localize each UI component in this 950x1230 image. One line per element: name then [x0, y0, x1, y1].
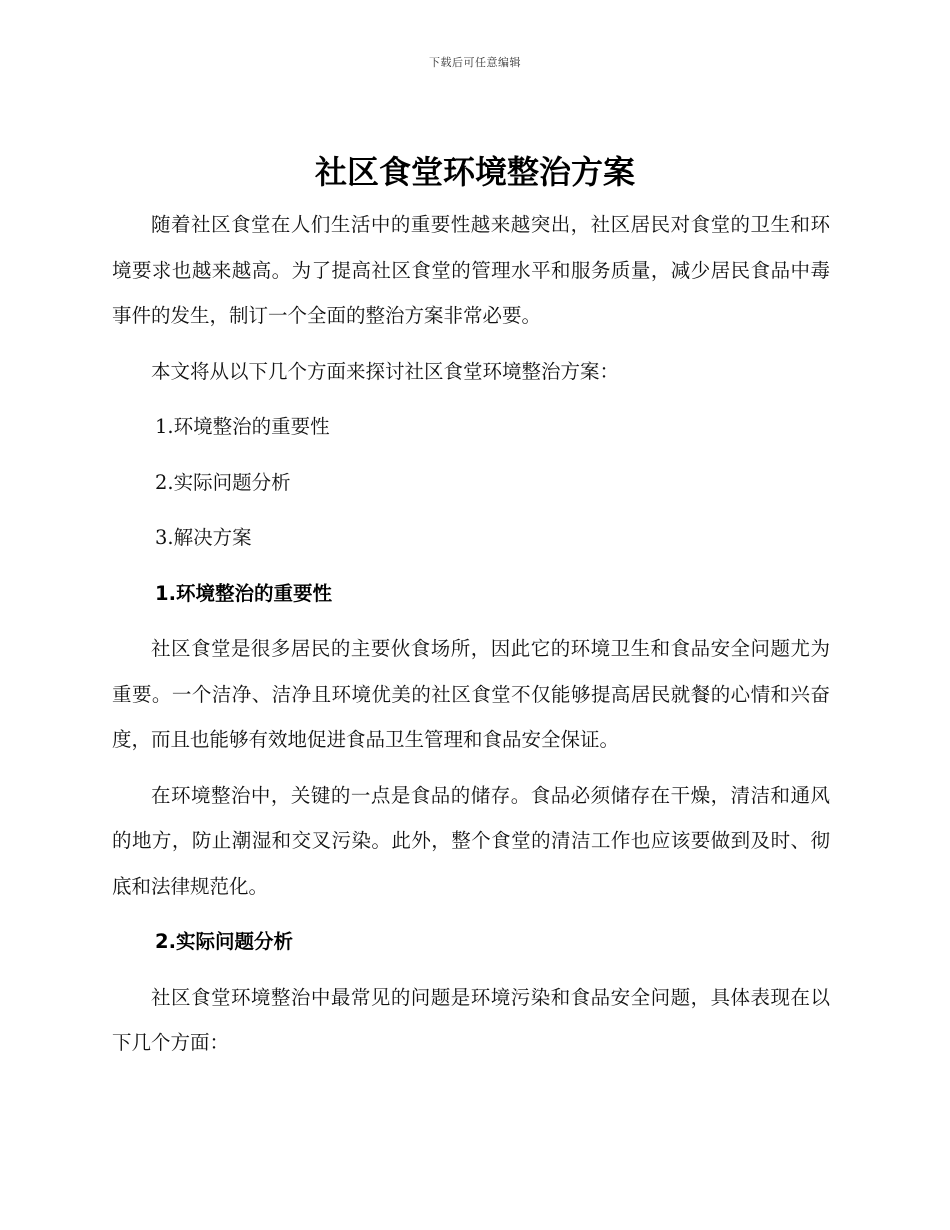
section-2-heading: 2.实际问题分析: [155, 930, 293, 953]
outline-item-2: 2.实际问题分析: [155, 470, 291, 494]
header-note: 下载后可任意编辑: [429, 56, 521, 69]
section-2-paragraph-1: 社区食堂环境整治中最常见的问题是环境污染和食品安全问题，具体表现在以下几个方面：: [112, 985, 830, 1054]
document-body: [112, 202, 830, 1066]
outline-item-1: 1.环境整治的重要性: [155, 415, 330, 438]
section-1-heading: 1.环境整治的重要性: [155, 581, 332, 605]
intro-paragraph: 随着社区食堂在人们生活中的重要性越来越突出，社区居民对食堂的卫生和环境要求也越来越高。为了提高社区食堂的管理水平和服务质量，减少居民食品中毒事件的发生，制订一个全面的整治方案非常必要。: [112, 213, 830, 327]
outline-item-3: 3.解决方案: [155, 526, 252, 549]
section-1-paragraph-1: 社区食堂是很多居民的主要伙食场所，因此它的环境卫生和食品安全问题尤为重要。一个洁净、洁净且环境优美的社区食堂不仅能够提高居民就餐的心情和兴奋度，而且也能够有效地促进食品卫生管理和食品安全保证。: [112, 637, 830, 751]
outline-lead: 本文将从以下几个方面来探讨社区食堂环境整治方案：: [151, 359, 620, 383]
section-1-paragraph-2: 在环境整治中，关键的一点是食品的储存。食品必须储存在干燥，清洁和通风的地方，防止潮湿和交叉污染。此外，整个食堂的清洁工作也应该要做到及时、彻底和法律规范化。: [112, 783, 830, 898]
document-title: 社区食堂环境整治方案: [314, 153, 635, 191]
